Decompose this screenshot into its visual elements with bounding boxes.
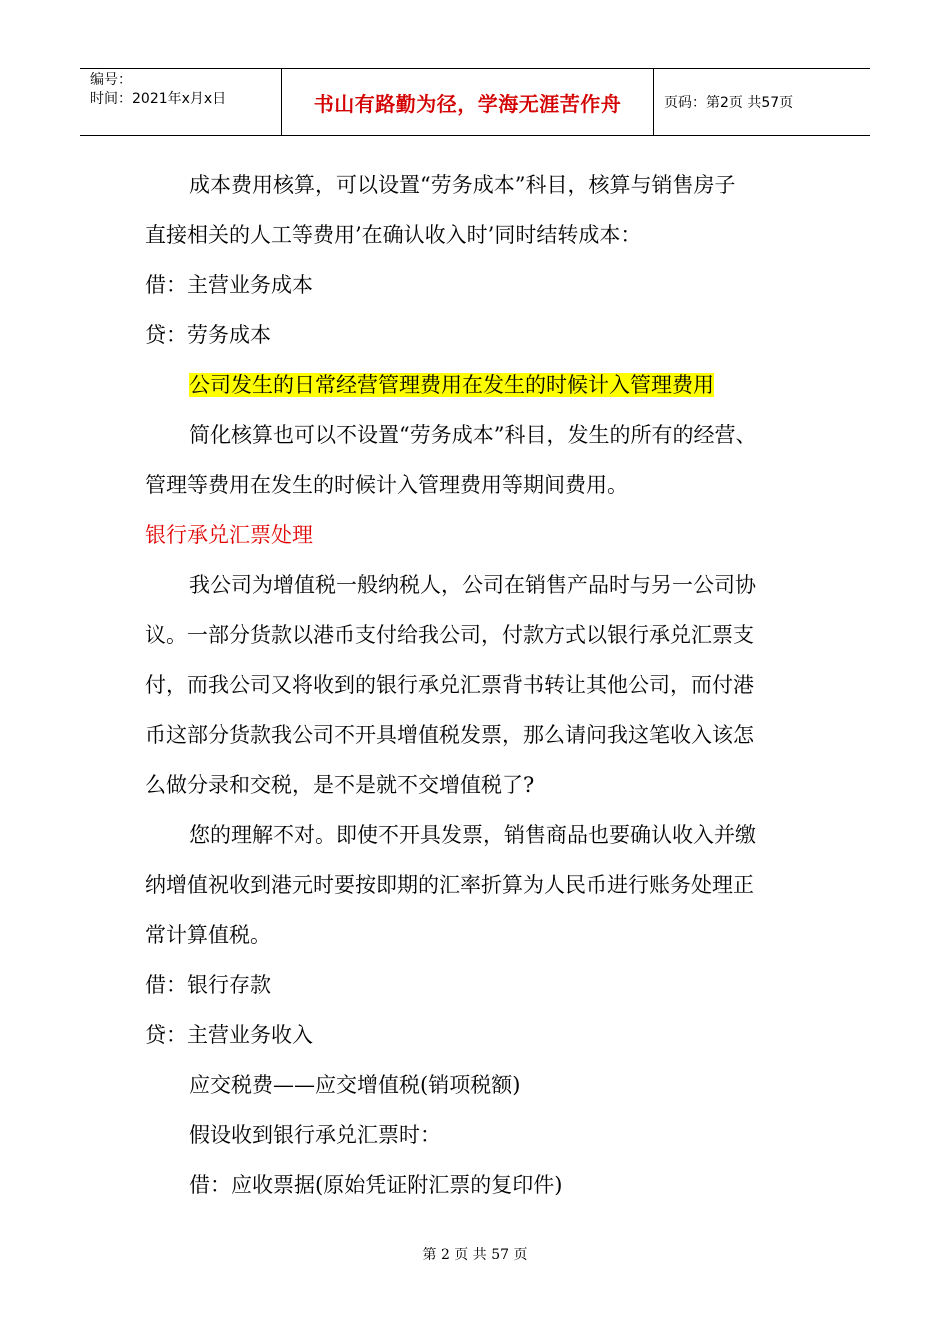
paragraph-line: 您的理解不对。即使不开具发票，销售商品也要确认收入并缴 [189,823,756,847]
document-number-label: 编号： [90,72,132,88]
paragraph-line: 么做分录和交税，是不是就不交增值税了? [145,773,535,797]
paragraph-line: 我公司为增值税一般纳税人，公司在销售产品时与另一公司协 [189,573,756,597]
paragraph-line: 管理等费用在发生的时候计入管理费用等期间费用。 [145,473,628,497]
paragraph-line: 纳增值祝收到港元时要按即期的汇率折算为人民币进行账务处理正 [145,873,754,897]
header-page-cell [654,69,870,135]
paragraph-line: 假设收到银行承兑汇票时： [189,1123,441,1147]
document-time-label: 时间：2021年x月x日 [90,91,227,107]
paragraph-line: 简化核算也可以不设置“劳务成本”科目，发生的所有的经营、 [189,423,757,447]
highlighted-line-wrapper [145,360,835,410]
paragraph-line: 议。一部分货款以港币支付给我公司，付款方式以银行承兑汇票支 [145,623,754,647]
page-header [80,68,870,136]
journal-entry-debit: 借：银行存款 [145,973,271,997]
journal-entry-debit: 借：主营业务成本 [145,273,313,297]
paragraph-line: 常计算值税。 [145,923,271,947]
journal-entry-debit: 借：应收票据(原始凭证附汇票的复印件) [189,1173,563,1197]
journal-entry-subaccount: 应交税费——应交增值税(销项税额) [189,1073,521,1097]
header-info-cell [80,69,282,135]
header-motto: 书山有路勤为径，学海无涯苦作舟 [313,91,622,116]
highlighted-text: 公司发生的日常经营管理费用在发生的时候计入管理费用 [189,373,714,397]
section-heading: 银行承兑汇票处理 [145,523,313,547]
document-body [145,160,835,1210]
paragraph-line: 付，而我公司又将收到的银行承兑汇票背书转让其他公司，而付港 [145,673,754,697]
paragraph-line: 直接相关的人工等费用’在确认收入时’同时结转成本： [145,223,642,247]
paragraph-line: 币这部分货款我公司不开具增值税发票，那么请问我这笔收入该怎 [145,723,754,747]
journal-entry-credit: 贷：主营业务收入 [145,1023,313,1047]
paragraph-line: 成本费用核算，可以设置“劳务成本”科目，核算与销售房子 [189,173,736,197]
header-page-info: 页码：第2页 共57页 [664,95,794,111]
journal-entry-credit: 贷：劳务成本 [145,323,271,347]
page-footer: 第 2 页 共 57 页 [422,1247,528,1263]
header-motto-cell [282,69,654,135]
